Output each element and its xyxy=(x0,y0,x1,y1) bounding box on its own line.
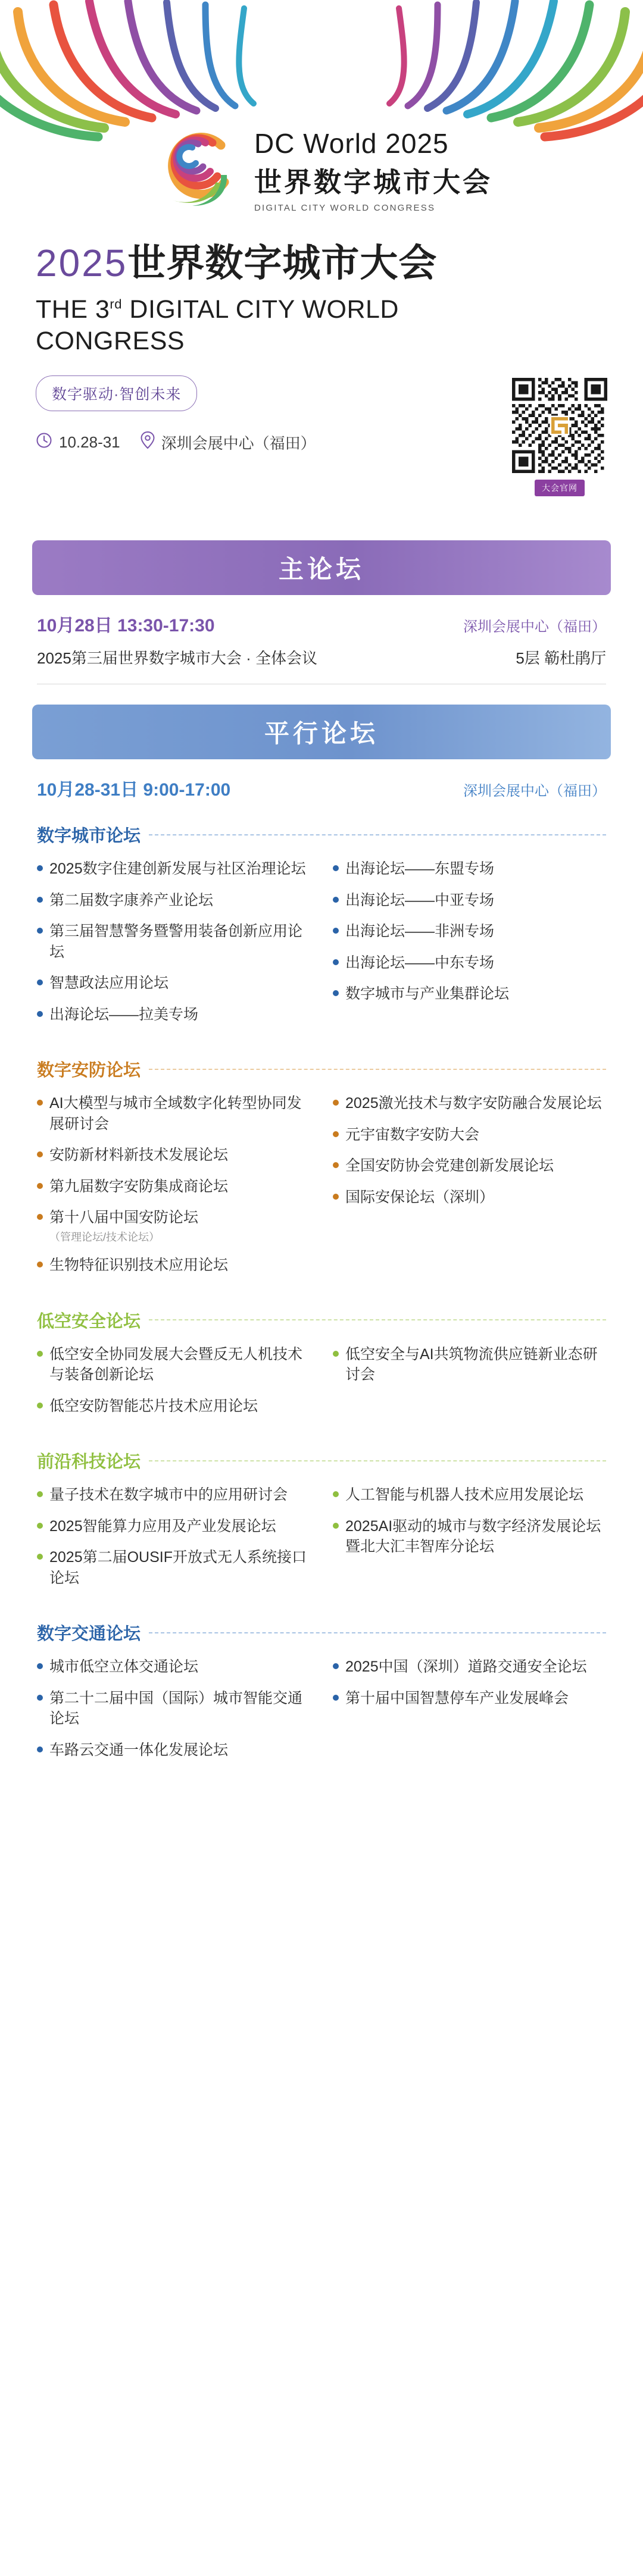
list-item[interactable] xyxy=(333,1187,606,1208)
title-block xyxy=(0,215,643,358)
group-title: 数字安防论坛 xyxy=(37,1061,141,1081)
bullet-icon xyxy=(37,1491,43,1497)
forum-group-security xyxy=(32,1035,611,1287)
list-item[interactable] xyxy=(333,1156,606,1176)
main-forum-banner: 主论坛 xyxy=(32,540,611,595)
congress-logo xyxy=(0,0,643,215)
group-divider-line xyxy=(149,834,606,835)
list-item[interactable] xyxy=(37,1145,310,1166)
list-item-label: 第九届数字安防集成商论坛 xyxy=(49,1178,229,1195)
group-title: 数字交通论坛 xyxy=(37,1625,141,1644)
group-divider-line xyxy=(149,1319,606,1320)
page-title xyxy=(36,242,607,286)
bullet-icon xyxy=(333,959,339,965)
list-item[interactable] xyxy=(333,859,606,879)
list-item-label: 第十届中国智慧停车产业发展峰会 xyxy=(345,1689,569,1707)
group-header xyxy=(37,1308,606,1332)
event-venue-text: 深圳会展中心（福田） xyxy=(161,434,316,453)
list-item[interactable] xyxy=(37,921,310,962)
list-item-label: 车路云交通一体化发展论坛 xyxy=(49,1741,229,1758)
bullet-icon xyxy=(37,1554,43,1560)
list-item-label: 2025第二届OUSIF开放式无人系统接口论坛 xyxy=(49,1549,307,1586)
group-column-right xyxy=(333,859,606,1035)
bullet-icon xyxy=(37,1351,43,1357)
bullet-icon xyxy=(37,897,43,903)
logo-mark-icon xyxy=(151,125,241,215)
bullet-icon xyxy=(37,1100,43,1106)
hero-section xyxy=(0,0,643,520)
list-item[interactable] xyxy=(37,1547,310,1588)
parallel-forum-info-row xyxy=(32,759,611,801)
list-item-label: 出海论坛——中亚专场 xyxy=(345,891,495,909)
bullet-icon xyxy=(37,1214,43,1220)
bullet-icon xyxy=(37,928,43,934)
forum-group-low-altitude xyxy=(32,1287,611,1428)
list-item-label: 2025激光技术与数字安防融合发展论坛 xyxy=(345,1095,602,1112)
group-title: 低空安全论坛 xyxy=(37,1312,141,1331)
list-item-label: 第十八届中国安防论坛 xyxy=(49,1209,199,1226)
group-column-left xyxy=(37,1485,310,1599)
list-item-label: 2025中国（深圳）道路交通安全论坛 xyxy=(345,1658,587,1676)
bullet-icon xyxy=(333,928,339,934)
list-item-label: 生物特征识别技术应用论坛 xyxy=(49,1257,229,1274)
bullet-icon xyxy=(37,1403,43,1408)
bullet-icon xyxy=(37,1663,43,1669)
bullet-icon xyxy=(333,1131,339,1137)
list-item[interactable] xyxy=(37,1516,310,1537)
group-column-right xyxy=(333,1344,606,1428)
list-item-label: 元宇宙数字安防大会 xyxy=(345,1126,480,1143)
list-item[interactable] xyxy=(37,1688,310,1729)
main-forum-info-row xyxy=(32,595,611,637)
title-en-part2: DIGITAL CITY WORLD xyxy=(121,295,399,324)
title-english xyxy=(36,294,607,358)
list-item[interactable] xyxy=(37,1093,310,1134)
title-year: 2025 xyxy=(36,242,128,284)
main-forum-session-row xyxy=(32,637,611,668)
list-item-label: 智慧政法应用论坛 xyxy=(49,975,169,992)
list-item-label: 低空安防智能芯片技术应用论坛 xyxy=(49,1397,258,1414)
logo-title-en: DC World 2025 xyxy=(254,128,449,159)
list-item[interactable] xyxy=(333,890,606,911)
parallel-forum-venue: 深圳会展中心（福田） xyxy=(463,783,606,800)
list-item[interactable] xyxy=(333,921,606,942)
forum-group-traffic xyxy=(32,1599,611,1771)
title-cn: 世界数字城市大会 xyxy=(127,242,438,284)
list-item-label: 2025数字住建创新发展与社区治理论坛 xyxy=(49,860,306,878)
bullet-icon xyxy=(37,1746,43,1752)
bullet-icon xyxy=(37,1183,43,1189)
group-column-left xyxy=(37,1093,310,1287)
list-item-label: AI大模型与城市全域数字化转型协同发展研讨会 xyxy=(49,1095,302,1132)
main-forum-venue: 深圳会展中心（福田） xyxy=(463,619,606,636)
group-title: 前沿科技论坛 xyxy=(37,1453,141,1472)
bullet-icon xyxy=(37,1151,43,1157)
bullet-icon xyxy=(37,1262,43,1267)
bullet-icon xyxy=(333,1194,339,1200)
list-item[interactable] xyxy=(333,1657,606,1677)
list-item-label: 出海论坛——非洲专场 xyxy=(345,923,495,940)
logo-title-cn: 世界数字城市大会 xyxy=(254,167,492,198)
list-item[interactable] xyxy=(333,1516,606,1557)
bullet-icon xyxy=(37,1011,43,1017)
parallel-forum-section xyxy=(0,705,643,1807)
forum-group-city xyxy=(32,801,611,1035)
main-forum-date: 10月28日 13:30-17:30 xyxy=(37,616,215,636)
group-divider-line xyxy=(149,1632,606,1633)
title-en-part3: CONGRESS xyxy=(36,327,185,356)
slogan-badge: 数字驱动·智创未来 xyxy=(36,375,197,411)
list-item[interactable] xyxy=(37,1740,310,1761)
list-item[interactable] xyxy=(37,1176,310,1197)
list-item-label: 全国安防协会党建创新发展论坛 xyxy=(345,1157,554,1175)
group-column-right xyxy=(333,1485,606,1599)
list-item-label: 安防新材料新技术发展论坛 xyxy=(49,1147,229,1164)
list-item-label: 出海论坛——拉美专场 xyxy=(49,1006,199,1023)
list-item-label: 国际安保论坛（深圳） xyxy=(345,1188,495,1206)
bullet-icon xyxy=(37,1523,43,1529)
bullet-icon xyxy=(333,897,339,903)
list-item-label: 量子技术在数字城市中的应用研讨会 xyxy=(49,1486,288,1504)
forum-group-frontier-tech xyxy=(32,1427,611,1599)
list-item-label: 人工智能与机器人技术应用发展论坛 xyxy=(345,1486,584,1504)
list-item-label: 第三届智慧警务暨警用装备创新应用论坛 xyxy=(49,923,303,960)
bullet-icon xyxy=(37,865,43,871)
list-item-label: 低空安全与AI共筑物流供应链新业态研讨会 xyxy=(345,1345,598,1384)
list-item[interactable] xyxy=(37,1004,310,1025)
parallel-forum-banner: 平行论坛 xyxy=(32,705,611,759)
bullet-icon xyxy=(37,979,43,985)
bullet-icon xyxy=(333,990,339,996)
list-item[interactable] xyxy=(333,953,606,974)
list-item-label: 数字城市与产业集群论坛 xyxy=(345,985,510,1003)
list-item[interactable] xyxy=(333,1688,606,1709)
title-en-part1: THE 3 xyxy=(36,295,110,324)
event-venue-item xyxy=(141,431,316,453)
list-item-label: 2025AI驱动的城市与数字经济发展论坛暨北大汇丰智库分论坛 xyxy=(345,1517,601,1555)
qr-caption: 大会官网 xyxy=(535,480,585,496)
list-item[interactable] xyxy=(333,1344,606,1385)
clock-icon xyxy=(36,432,52,453)
group-column-left xyxy=(37,859,310,1035)
bottom-spacer xyxy=(32,1771,611,1807)
bullet-icon xyxy=(333,1351,339,1357)
list-item[interactable] xyxy=(37,1485,310,1505)
list-item[interactable] xyxy=(333,1485,606,1505)
main-forum-session-name: 2025第三届世界数字城市大会 · 全体会议 xyxy=(37,649,317,668)
title-en-ordinal: rd xyxy=(110,296,122,312)
list-item-label: 城市低空立体交通论坛 xyxy=(49,1658,199,1676)
official-site-qr[interactable] xyxy=(512,378,607,496)
group-column-left xyxy=(37,1657,310,1771)
list-item[interactable] xyxy=(37,890,310,911)
group-header xyxy=(37,1620,606,1645)
list-item-note: （管理论坛/技术论坛） xyxy=(49,1231,160,1243)
list-item[interactable] xyxy=(37,1657,310,1677)
bullet-icon xyxy=(37,1695,43,1701)
bullet-icon xyxy=(333,1162,339,1168)
group-header xyxy=(37,822,606,847)
list-item[interactable] xyxy=(37,1255,310,1276)
list-item[interactable] xyxy=(37,859,310,879)
event-date-item xyxy=(36,432,120,453)
group-divider-line xyxy=(149,1460,606,1461)
bullet-icon xyxy=(333,1491,339,1497)
list-item-label: 低空安全协同发展大会暨反无人机技术与装备创新论坛 xyxy=(49,1345,303,1384)
list-item[interactable] xyxy=(37,1207,310,1244)
list-item[interactable] xyxy=(333,984,606,1004)
qr-code-image[interactable] xyxy=(512,378,607,473)
event-date-text: 10.28-31 xyxy=(59,433,120,452)
group-divider-line xyxy=(149,1069,606,1070)
group-header xyxy=(37,1448,606,1473)
list-item[interactable] xyxy=(333,1093,606,1114)
group-column-left xyxy=(37,1344,310,1428)
list-item-label: 第二十二届中国（国际）城市智能交通论坛 xyxy=(49,1689,303,1727)
bullet-icon xyxy=(333,865,339,871)
list-item[interactable] xyxy=(37,1396,310,1417)
group-title: 数字城市论坛 xyxy=(37,827,141,846)
list-item[interactable] xyxy=(37,973,310,994)
bullet-icon xyxy=(333,1100,339,1106)
list-item-label: 2025智能算力应用及产业发展论坛 xyxy=(49,1517,276,1535)
bullet-icon xyxy=(333,1523,339,1529)
list-item[interactable] xyxy=(333,1125,606,1145)
list-item-label: 出海论坛——东盟专场 xyxy=(345,860,495,878)
slogan-and-qr-row xyxy=(0,358,643,496)
main-forum-hall: 5层 簕杜鹃厅 xyxy=(516,649,606,668)
parallel-forum-date: 10月28-31日 9:00-17:00 xyxy=(37,780,231,800)
group-header xyxy=(37,1057,606,1081)
list-item-label: 出海论坛——中东专场 xyxy=(345,954,495,971)
location-pin-icon xyxy=(141,431,155,453)
group-column-right xyxy=(333,1093,606,1287)
list-item[interactable] xyxy=(37,1344,310,1385)
group-column-right xyxy=(333,1657,606,1771)
logo-subtitle-en: DIGITAL CITY WORLD CONGRESS xyxy=(254,203,436,213)
bullet-icon xyxy=(333,1695,339,1701)
main-forum-section xyxy=(0,540,643,684)
list-item-label: 第二届数字康养产业论坛 xyxy=(49,891,214,909)
bullet-icon xyxy=(333,1663,339,1669)
